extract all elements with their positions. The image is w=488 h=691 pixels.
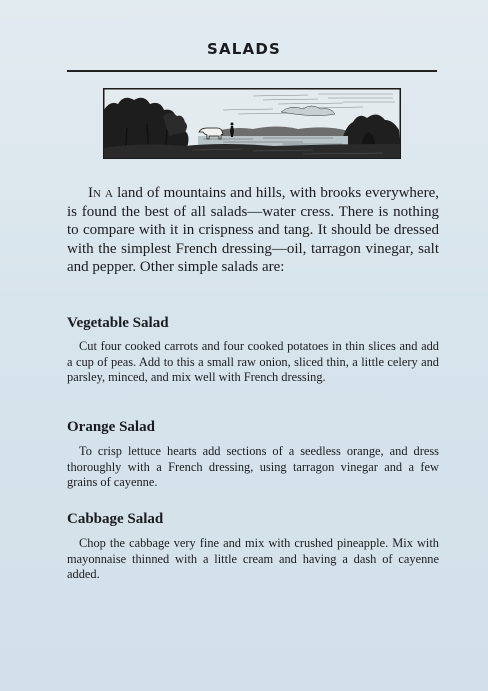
landscape-illustration [103, 88, 401, 159]
intro-text: land of mountains and hills, with brooks everywhere, is found the best of all salads—water cress. There is nothing to compare with it in crispness and tang. It should be dressed with the simplest French dressing—oil, tarragon vinegar, salt and pepper. Other simple salads are: [67, 185, 439, 276]
recipe-body-orange: To crisp lettuce hearts add sections of a seedless orange, and dress thoroughly with a French dressing, using tarragon vinegar and a few grains of cayenne. [67, 444, 439, 490]
title-rule [67, 70, 437, 72]
recipe-body-cabbage: Chop the cabbage very fine and mix with crushed pineapple. Mix with mayonnaise thinned with a little cream and having a dash of cayenne added. [67, 536, 439, 582]
recipe-title-orange: Orange Salad [67, 419, 155, 435]
intro-lead: In a [88, 185, 113, 201]
page-title: SALADS [206, 40, 282, 58]
recipe-body-vegetable: Cut four cooked carrots and four cooked potatoes in thin slices and add a cup of peas. Add to this a small raw onion, sliced thin, a little celery and parsley, minced, and mix well with French dressing. [67, 339, 439, 385]
recipe-title-vegetable: Vegetable Salad [67, 315, 169, 331]
intro-paragraph [67, 184, 439, 277]
recipe-title-cabbage: Cabbage Salad [67, 511, 164, 527]
